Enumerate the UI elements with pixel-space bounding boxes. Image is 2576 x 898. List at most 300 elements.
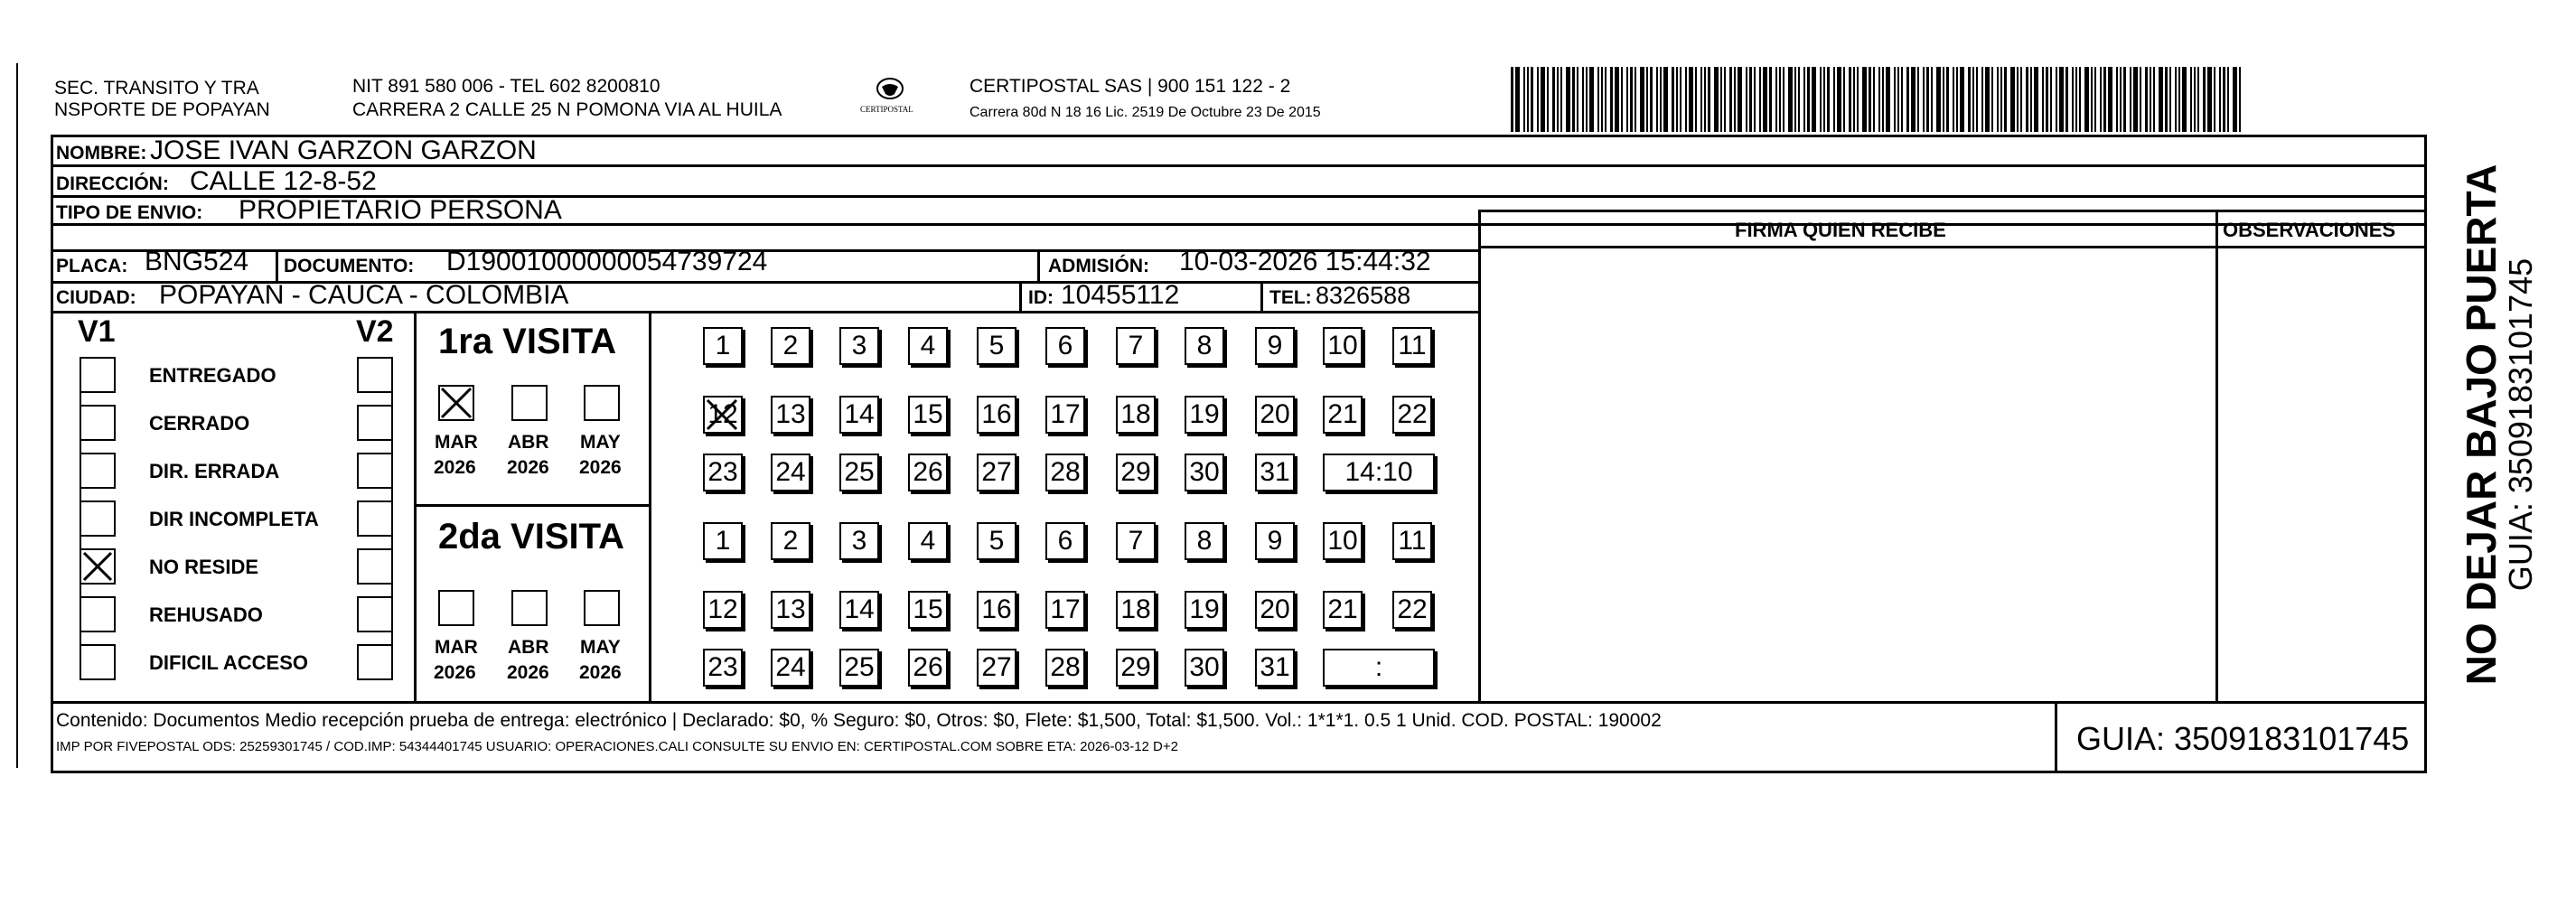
first-month-checkbox (438, 385, 474, 421)
barcode-bar (1783, 67, 1784, 132)
barcode-bar (1775, 67, 1777, 132)
barcode-bar (1708, 67, 1710, 132)
v1-checkbox (80, 548, 116, 585)
barcode-bar (1906, 67, 1909, 132)
cell-divider (1019, 281, 1022, 311)
v2-checkbox (357, 405, 393, 441)
barcode-bar (1589, 67, 1594, 132)
year-label: 2026 (507, 662, 549, 683)
barcode-bar (2091, 67, 2093, 132)
barcode-bar (2042, 67, 2044, 132)
no-dejar-warning: NO DEJAR BAJO PUERTA (2458, 164, 2505, 686)
barcode-bar (1656, 67, 1658, 132)
first-day-box: 19 (1185, 396, 1224, 434)
imp-line: IMP POR FIVEPOSTAL ODS: 25259301745 / COD.IMP: 54344401745 USUARIO: OPERACIONES.CALI CONSULTE SU ENVIO EN: CERTIPOSTAL.COM SOBRE ETA: 2026-03-12 D+2 (56, 739, 1178, 754)
barcode-bar (1754, 67, 1756, 132)
barcode-bar (2190, 67, 2192, 132)
admision-value: 10-03-2026 15:44:32 (1179, 247, 1431, 276)
second-day-box: 13 (771, 591, 810, 629)
barcode-bar (2120, 67, 2122, 132)
second-day-box: 21 (1323, 591, 1363, 629)
status-bracket (80, 357, 81, 680)
barcode-bar (2065, 67, 2068, 132)
row-line (51, 701, 2427, 704)
month-label: MAR (435, 432, 478, 453)
barcode-bar (1734, 67, 1736, 132)
first-day-box: 12 (703, 396, 743, 434)
admision-label: ADMISIÓN: (1048, 256, 1149, 276)
first-day-box: 2 (771, 327, 810, 365)
first-day-box: 27 (977, 454, 1016, 491)
barcode-bar (1901, 67, 1903, 132)
barcode-bar (1931, 67, 1933, 132)
status-bracket (391, 357, 393, 680)
first-visit-title: 1ra VISITA (438, 322, 617, 361)
barcode-bar (2219, 67, 2221, 132)
barcode-bar (1680, 67, 1681, 132)
barcode-bar (2026, 67, 2028, 132)
v2-checkbox (357, 500, 393, 537)
second-day-box: 20 (1255, 591, 1295, 629)
first-day-box: 13 (771, 396, 810, 434)
first-day-box: 5 (977, 327, 1016, 365)
barcode-bar (2100, 67, 2102, 132)
barcode-bar (1956, 67, 1958, 132)
barcode-bar (1738, 67, 1742, 132)
v1-label: V1 (78, 314, 116, 349)
first-day-box: 24 (771, 454, 810, 491)
barcode-bar (1873, 67, 1875, 132)
v1-checkbox (80, 596, 116, 632)
barcode-bar (1695, 67, 1697, 132)
company-line: CERTIPOSTAL SAS | 900 151 122 - 2 (970, 76, 1291, 97)
second-day-box: 22 (1392, 591, 1432, 629)
barcode-bar (2075, 67, 2077, 132)
barcode-bar (1672, 67, 1674, 132)
first-day-box: 31 (1255, 454, 1295, 491)
v1-checkbox (80, 357, 116, 393)
year-label: 2026 (434, 457, 476, 478)
barcode-bar (1689, 67, 1693, 132)
first-day-box: 15 (908, 396, 948, 434)
documento-label: DOCUMENTO: (284, 256, 415, 276)
v2-checkbox (357, 357, 393, 393)
second-day-box: 14 (839, 591, 879, 629)
barcode-bar (1685, 67, 1687, 132)
barcode-bar (1601, 67, 1603, 132)
barcode-bar (1720, 67, 1722, 132)
side-guia: GUIA: 3509183101745 (2502, 257, 2539, 592)
v1-checkbox (80, 453, 116, 489)
barcode-bar (1878, 67, 1880, 132)
barcode-bar (1746, 67, 1747, 132)
status-label: ENTREGADO (149, 364, 276, 387)
barcode-bar (1798, 67, 1800, 132)
barcode-bar (2130, 67, 2131, 132)
first-day-box: 4 (908, 327, 948, 365)
barcode-bar (1960, 67, 1964, 132)
barcode-bar (1820, 67, 1822, 132)
barcode-bar (1763, 67, 1767, 132)
first-day-box: 18 (1116, 396, 1156, 434)
visit-divider (414, 504, 650, 507)
second-day-box: 25 (839, 649, 879, 687)
second-day-box: 16 (977, 591, 1016, 629)
column-divider-firma (1478, 210, 1481, 703)
barcode-bar (1572, 67, 1575, 132)
barcode-bar (1917, 67, 1919, 132)
tipo-envio-label: TIPO DE ENVIO: (56, 202, 203, 223)
barcode-bar (1547, 67, 1549, 132)
barcode-bar (1650, 67, 1653, 132)
barcode-bar (2133, 67, 2138, 132)
barcode-bar (1803, 67, 1805, 132)
barcode-bar (2239, 67, 2241, 132)
barcode-bar (1566, 67, 1570, 132)
month-label: MAY (580, 637, 621, 658)
first-day-box: 10 (1323, 327, 1363, 365)
barcode-bar (1985, 67, 1990, 132)
logo-text: CERTIPOSTAL (860, 105, 913, 114)
first-day-box: 17 (1045, 396, 1085, 434)
barcode-bar (1552, 67, 1555, 132)
second-day-box: 2 (771, 522, 810, 560)
barcode-bar (2169, 67, 2171, 132)
v2-checkbox (357, 453, 393, 489)
column-divider-observaciones (2215, 210, 2218, 703)
barcode-bar (1511, 67, 1513, 132)
second-day-box: 15 (908, 591, 948, 629)
barcode-bar (1660, 67, 1662, 132)
second-day-box: 24 (771, 649, 810, 687)
barcode-bar (1926, 67, 1929, 132)
first-day-box: 11 (1392, 327, 1432, 365)
first-day-box: 14 (839, 396, 879, 434)
barcode-bar (1862, 67, 1867, 132)
second-day-box: 5 (977, 522, 1016, 560)
certipostal-logo (849, 72, 931, 122)
second-month-checkbox (584, 590, 620, 626)
barcode-bar (2103, 67, 2106, 132)
first-day-box: 28 (1045, 454, 1085, 491)
first-month-checkbox (584, 385, 620, 421)
second-day-box: 10 (1323, 522, 1363, 560)
barcode-bar (2020, 67, 2022, 132)
second-month-checkbox (438, 590, 474, 626)
barcode-bar (2017, 67, 2019, 132)
guia-box: GUIA: 3509183101745 (2076, 720, 2410, 757)
second-day-box: 18 (1116, 591, 1156, 629)
first-day-box: 30 (1185, 454, 1224, 491)
status-label: DIR. ERRADA (149, 460, 280, 482)
observaciones-header: OBSERVACIONES (2223, 219, 2396, 241)
barcode-bar (2084, 67, 2089, 132)
first-day-box: 6 (1045, 327, 1085, 365)
first-day-box: 16 (977, 396, 1016, 434)
barcode-bar (1749, 67, 1752, 132)
first-day-box: 29 (1116, 454, 1156, 491)
barcode-bar (1779, 67, 1781, 132)
second-day-box: 28 (1045, 649, 1085, 687)
barcode-bar (2145, 67, 2148, 132)
barcode-bar (1953, 67, 1954, 132)
first-day-box: 8 (1185, 327, 1224, 365)
barcode-bar (1621, 67, 1623, 132)
status-label: NO RESIDE (149, 556, 259, 578)
second-day-box: 7 (1116, 522, 1156, 560)
month-label: MAR (435, 637, 478, 658)
second-day-box: 29 (1116, 649, 1156, 687)
barcode-bar (1897, 67, 1899, 132)
month-label: ABR (508, 637, 549, 658)
year-label: 2026 (579, 662, 622, 683)
sender-line-2: NSPORTE DE POPAYAN (54, 99, 270, 120)
barcode-bar (1759, 67, 1761, 132)
barcode-bar (2178, 67, 2180, 132)
cell-divider (276, 249, 278, 281)
barcode-bar (1523, 67, 1525, 132)
barcode-bar (1849, 67, 1851, 132)
status-label: CERRADO (149, 412, 250, 435)
row-line (1478, 246, 2427, 248)
second-day-box: 1 (703, 522, 743, 560)
v2-checkbox (357, 644, 393, 680)
barcode-bar (1577, 67, 1578, 132)
first-month-checkbox (511, 385, 548, 421)
barcode-bar (2056, 67, 2057, 132)
first-day-box: 1 (703, 327, 743, 365)
barcode-bar (1837, 67, 1841, 132)
barcode-bar (1724, 67, 1726, 132)
barcode-bar (1823, 67, 1825, 132)
v2-label: V2 (356, 314, 394, 349)
id-value: 10455112 (1061, 280, 1180, 310)
barcode-bar (1586, 67, 1588, 132)
barcode-bar (1788, 67, 1793, 132)
tel-value: 8326588 (1316, 282, 1411, 309)
barcode-bar (1946, 67, 1949, 132)
barcode-bar (1663, 67, 1668, 132)
barcode-bar (1991, 67, 1993, 132)
barcode-bar (1972, 67, 1974, 132)
barcode-bar (2079, 67, 2081, 132)
tipo-envio-value: PROPIETARIO PERSONA (239, 195, 562, 225)
barcode-bar (2094, 67, 2096, 132)
second-day-box: 4 (908, 522, 948, 560)
barcode-bar (2233, 67, 2237, 132)
barcode-bar (1976, 67, 1978, 132)
second-day-box: 12 (703, 591, 743, 629)
second-visit-title: 2da VISITA (438, 517, 624, 557)
barcode-bar (1882, 67, 1884, 132)
barcode-bar (1968, 67, 1971, 132)
v1-checkbox (80, 405, 116, 441)
barcode-bar (1943, 67, 1944, 132)
barcode-bar (1646, 67, 1648, 132)
barcode-bar (1833, 67, 1835, 132)
first-day-box: 20 (1255, 396, 1295, 434)
v1-checkbox (80, 500, 116, 537)
barcode-bar (2046, 67, 2048, 132)
barcode-bar (1981, 67, 1983, 132)
company-address: Carrera 80d N 18 16 Lic. 2519 De Octubre 23 De 2015 (970, 105, 1321, 120)
barcode-bar (1630, 67, 1633, 132)
barcode-bar (2150, 67, 2151, 132)
sender-line-1: SEC. TRANSITO Y TRA (54, 78, 259, 98)
barcode-bar (1557, 67, 1559, 132)
barcode-bar (1923, 67, 1925, 132)
address-line: CARRERA 2 CALLE 25 N POMONA VIA AL HUILA (352, 99, 782, 120)
first-day-box: 25 (839, 454, 879, 491)
barcode-bar (1794, 67, 1796, 132)
barcode-bar (2194, 67, 2196, 132)
cell-divider (1260, 281, 1263, 311)
barcode-bar (1582, 67, 1584, 132)
barcode-bar (1807, 67, 1810, 132)
status-label: DIR INCOMPLETA (149, 508, 319, 530)
barcode-bar (1827, 67, 1830, 132)
barcode-bar (2034, 67, 2038, 132)
barcode-bar (2203, 67, 2206, 132)
year-label: 2026 (434, 662, 476, 683)
second-day-box: 30 (1185, 649, 1224, 687)
first-day-box: 22 (1392, 396, 1432, 434)
barcode-bar (1936, 67, 1941, 132)
barcode-bar (2116, 67, 2118, 132)
direccion-value: CALLE 12-8-52 (190, 166, 377, 196)
tel-label: TEL: (1269, 287, 1312, 308)
barcode-bar (2123, 67, 2126, 132)
second-day-box: 9 (1255, 522, 1295, 560)
month-label: MAY (580, 432, 621, 453)
barcode-bar (1635, 67, 1636, 132)
second-day-box: 11 (1392, 522, 1432, 560)
first-day-box: 7 (1116, 327, 1156, 365)
year-label: 2026 (507, 457, 549, 478)
barcode-bar (2197, 67, 2199, 132)
barcode-bar (1843, 67, 1845, 132)
second-day-box: 8 (1185, 522, 1224, 560)
barcode-bar (1812, 67, 1816, 132)
barcode-bar (2030, 67, 2032, 132)
barcode-bar (1615, 67, 1619, 132)
barcode-bar (2004, 67, 2007, 132)
month-label: ABR (508, 432, 549, 453)
first-day-box: 23 (703, 454, 743, 491)
second-time-box: : (1323, 649, 1435, 687)
ciudad-value: POPAYAN - CAUCA - COLOMBIA (159, 280, 569, 310)
firma-header: FIRMA QUIEN RECIBE (1735, 219, 1946, 241)
barcode-bar (2227, 67, 2229, 132)
form-frame (51, 135, 2427, 773)
first-day-box: 9 (1255, 327, 1295, 365)
barcode-bar (1605, 67, 1606, 132)
barcode-bar (1894, 67, 1896, 132)
barcode-bar (1853, 67, 1855, 132)
barcode-bar (1704, 67, 1706, 132)
barcode-bar (2010, 67, 2015, 132)
left-margin-line (16, 63, 18, 768)
barcode-bar (2165, 67, 2168, 132)
second-day-box: 23 (703, 649, 743, 687)
certipostal-logo-icon (849, 72, 931, 122)
barcode-bar (1997, 67, 1999, 132)
barcode-bar (2214, 67, 2215, 132)
second-day-box: 31 (1255, 649, 1295, 687)
cell-divider (1037, 249, 1040, 281)
barcode-bar (1531, 67, 1533, 132)
barcode-bar (1626, 67, 1628, 132)
barcode-bar (2223, 67, 2225, 132)
v2-checkbox (357, 548, 393, 585)
year-label: 2026 (579, 457, 622, 478)
v1-checkbox (80, 644, 116, 680)
barcode-bar (1676, 67, 1678, 132)
second-day-box: 26 (908, 649, 948, 687)
barcode-bar (1610, 67, 1613, 132)
barcode-bar (1560, 67, 1562, 132)
barcode-bar (2182, 67, 2187, 132)
second-month-checkbox (511, 590, 548, 626)
first-day-box: 21 (1323, 396, 1363, 434)
placa-label: PLACA: (56, 256, 128, 276)
documento-value: D19001000000054739724 (446, 247, 768, 276)
barcode-bar (1729, 67, 1732, 132)
barcode-bar (1911, 67, 1916, 132)
barcode-bar (1515, 67, 1520, 132)
barcode-bar (2050, 67, 2052, 132)
nombre-label: NOMBRE: (56, 143, 147, 164)
first-day-box: 3 (839, 327, 879, 365)
id-label: ID: (1028, 287, 1054, 308)
second-day-box: 17 (1045, 591, 1085, 629)
contenido-line: Contenido: Documentos Medio recepción prueba de entrega: electrónico | Declarado: $0, % Seguro: $0, Otros: $0, Flete: $1,500, Total: $1,500. Vol.: 1*1*1. 0.5 1 Unid. COD. POSTAL: 190002 (56, 710, 1662, 731)
barcode-bar (2153, 67, 2155, 132)
barcode-bar (1769, 67, 1772, 132)
status-label: DIFICIL ACCESO (149, 651, 309, 674)
ciudad-label: CIUDAD: (56, 287, 136, 308)
first-time-box: 14:10 (1323, 454, 1435, 491)
v2-checkbox (357, 596, 393, 632)
guia-box-divider (2055, 701, 2057, 773)
barcode-bar (2000, 67, 2002, 132)
barcode (1511, 67, 2247, 132)
barcode-bar (2072, 67, 2074, 132)
second-day-box: 6 (1045, 522, 1085, 560)
status-label: REHUSADO (149, 603, 263, 626)
barcode-bar (2175, 67, 2177, 132)
second-day-box: 19 (1185, 591, 1224, 629)
barcode-bar (1640, 67, 1644, 132)
barcode-bar (2207, 67, 2212, 132)
barcode-bar (2059, 67, 2064, 132)
barcode-bar (1857, 67, 1859, 132)
barcode-bar (1527, 67, 1529, 132)
barcode-bar (1700, 67, 1702, 132)
barcode-bar (1869, 67, 1871, 132)
direccion-label: DIRECCIÓN: (56, 173, 169, 194)
barcode-bar (1541, 67, 1545, 132)
nombre-value: JOSE IVAN GARZON GARZON (150, 136, 537, 165)
barcode-bar (1886, 67, 1890, 132)
second-day-box: 27 (977, 649, 1016, 687)
barcode-bar (2159, 67, 2163, 132)
placa-value: BNG524 (145, 247, 249, 276)
row-line (51, 311, 1481, 313)
nit-line: NIT 891 580 006 - TEL 602 8200810 (352, 76, 660, 97)
second-day-box: 3 (839, 522, 879, 560)
barcode-bar (2140, 67, 2141, 132)
